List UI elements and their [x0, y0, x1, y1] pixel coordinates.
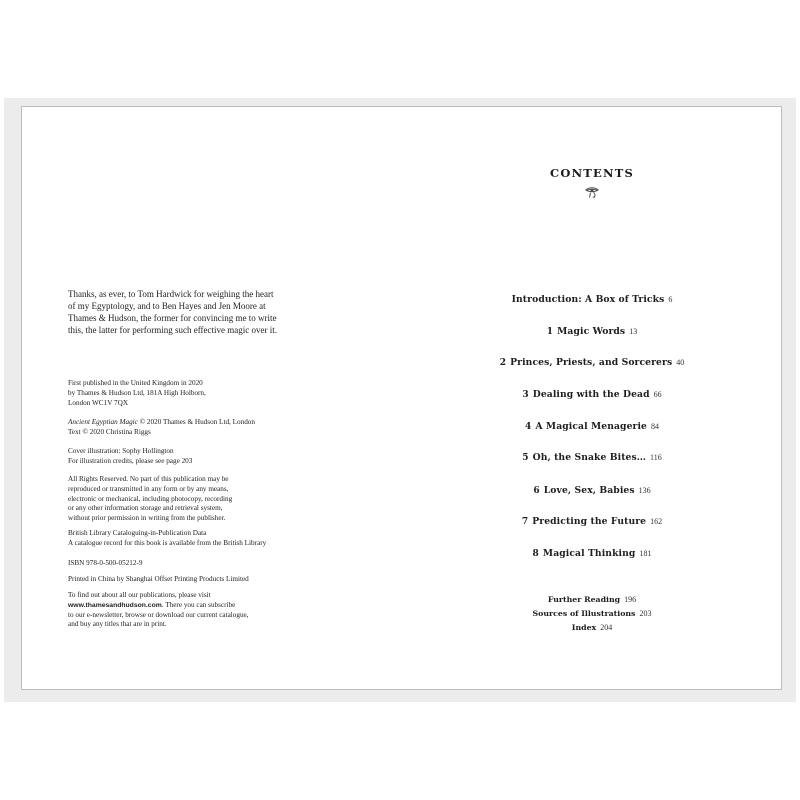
- toc-title: Princes, Priests, and Sorcerers: [510, 357, 673, 368]
- toc-page-number: 84: [650, 422, 659, 431]
- rights-line: without prior permission in writing from the publisher.: [68, 514, 226, 523]
- acknowledgements-line: Thames & Hudson, the former for convincing me to write: [68, 313, 277, 323]
- copyright-holder: © 2020 Thames & Hudson Ltd, London: [137, 418, 255, 426]
- copyright-notice: [68, 418, 328, 438]
- contact-line: and buy any titles that are in print.: [68, 620, 167, 629]
- toc-page-number: 181: [639, 549, 652, 558]
- toc-title: Love, Sex, Babies: [543, 485, 635, 496]
- publisher-contact: [68, 591, 328, 630]
- acknowledgements-line: this, the latter for performing such effective magic over it.: [68, 325, 278, 335]
- toc-title: Oh, the Snake Bites…: [532, 452, 647, 463]
- contents-page: [402, 107, 782, 689]
- text-copyright: Text © 2020 Christina Riggs: [68, 427, 151, 436]
- toc-page-number: 203: [639, 609, 652, 618]
- cataloguing-line: British Library Cataloguing-in-Publication Data: [68, 529, 207, 537]
- contact-line: [68, 601, 328, 611]
- toc-page-number: 66: [653, 390, 662, 399]
- toc-chapter-number: 1: [546, 327, 554, 337]
- toc-page-number: 196: [624, 595, 637, 604]
- rights-line: electronic or mechanical, including photocopy, recording: [68, 494, 233, 503]
- toc-page-number: 116: [650, 453, 662, 462]
- toc-title: Magic Words: [557, 326, 626, 337]
- rights-line: reproduced or transmitted in any form or by any means,: [68, 484, 229, 493]
- toc-entry[interactable]: [402, 350, 782, 369]
- toc-entry[interactable]: [402, 319, 782, 338]
- toc-chapter-number: 8: [532, 549, 539, 559]
- toc-title: Magical Thinking: [542, 548, 636, 559]
- toc-entry[interactable]: [402, 478, 782, 497]
- copyright-page: [68, 107, 313, 689]
- toc-page-number: 13: [629, 327, 638, 336]
- toc-page-number: 136: [638, 486, 651, 495]
- toc-entry[interactable]: [402, 541, 782, 560]
- isbn-line: ISBN 978-0-500-05212-9: [68, 559, 143, 567]
- contact-line: to our e-newsletter, browse or download our current catalogue,: [68, 610, 249, 619]
- acknowledgements-line: of my Egyptology, and to Ben Hayes and Jen Moore at: [68, 301, 266, 311]
- publication-line: London WC1V 7QX: [68, 398, 129, 407]
- contact-text: . There you can subscribe: [161, 600, 236, 609]
- credits-line: For illustration credits, please see page 203: [68, 456, 193, 465]
- credits-line: Cover illustration: Sophy Hollington: [68, 447, 174, 455]
- credits: [68, 447, 328, 467]
- publication-info: [68, 379, 328, 408]
- toc-page-number: 162: [650, 517, 663, 526]
- acknowledgements-line: Thanks, as ever, to Tom Hardwick for weighing the heart: [68, 289, 274, 299]
- toc-chapter-number: 2: [499, 358, 507, 368]
- toc-title: Predicting the Future: [532, 516, 647, 527]
- book-spread: [21, 106, 782, 690]
- publication-line: First published in the United Kingdom in 2020: [68, 379, 203, 387]
- printed-in: [68, 575, 328, 585]
- toc-entry[interactable]: [402, 509, 782, 528]
- copyright-line: [68, 418, 328, 428]
- toc-page-number: 6: [668, 295, 673, 304]
- toc-end-entry[interactable]: [402, 615, 782, 634]
- toc-chapter-number: 3: [522, 390, 529, 400]
- toc-page-number: 40: [676, 358, 685, 367]
- cataloguing-line: A catalogue record for this book is available from the British Library: [68, 538, 267, 547]
- toc-chapter-number: 6: [533, 486, 540, 496]
- toc-title: Dealing with the Dead: [532, 389, 650, 400]
- publication-line: by Thames & Hudson Ltd, 181A High Holborn,: [68, 388, 206, 397]
- toc-entry[interactable]: [402, 287, 782, 306]
- acknowledgements: [68, 288, 318, 336]
- rights-notice: [68, 475, 328, 524]
- toc-chapter-number: 7: [521, 517, 529, 527]
- rights-line: or any other information storage and retrieval system,: [68, 504, 223, 513]
- toc-page-number: 204: [600, 623, 613, 632]
- isbn: [68, 559, 328, 569]
- toc-chapter-number: 4: [525, 422, 532, 432]
- eye-of-horus-icon: [584, 185, 600, 199]
- book-title: Ancient Egyptian Magic: [68, 418, 138, 426]
- cataloguing-data: [68, 529, 328, 549]
- contents-heading: CONTENTS: [550, 166, 634, 180]
- toc-title: Sources of Illustrations: [532, 609, 636, 618]
- toc-entry[interactable]: [402, 445, 782, 464]
- toc-chapter-number: 5: [522, 453, 529, 463]
- toc-entry[interactable]: [402, 414, 782, 433]
- toc-title: Further Reading: [547, 595, 621, 604]
- toc-entry[interactable]: [402, 382, 782, 401]
- toc-title: Introduction: A Box of Tricks: [511, 294, 665, 305]
- printed-line: Printed in China by Shanghai Offset Printing Products Limited: [68, 575, 249, 583]
- toc-title: Index: [571, 623, 597, 632]
- contact-line: To find out about all our publications, please visit: [68, 591, 211, 599]
- website-link[interactable]: www.thamesandhudson.com: [68, 601, 162, 609]
- rights-line: All Rights Reserved. No part of this publication may be: [68, 475, 229, 483]
- toc-title: A Magical Menagerie: [535, 421, 647, 432]
